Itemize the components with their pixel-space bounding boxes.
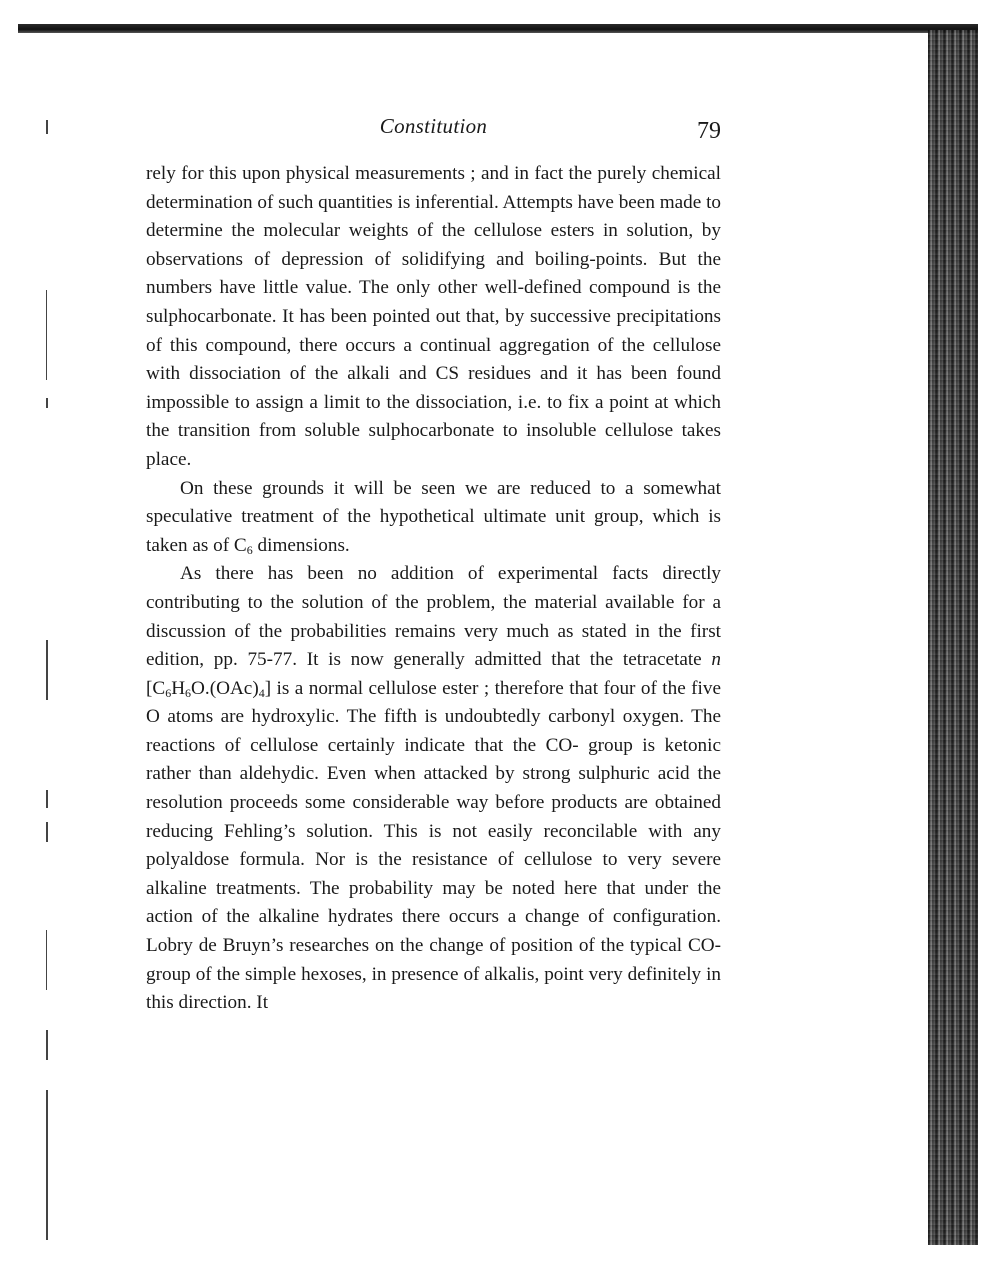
- margin-scan-mark: [46, 1090, 48, 1240]
- formula-part: H: [171, 677, 186, 699]
- margin-scan-mark: [46, 640, 48, 700]
- margin-scan-mark: [46, 120, 48, 134]
- paragraph: [146, 560, 721, 1018]
- paragraph-text: rely for this upon physical measurements ; and in fact the purely chemical determination of such quantities is inferential. Attempts have been made to determine the molecular weights of the cellulose esters in solution, by observations of depression of solidifying and boiling-points. But the numbers have little value. The only other well-defined compound is the sulphocarbonate. It has been pointed out that, by successive precipitations of this compound, there occurs a continual aggregation of the cellulose with dissociation of the alkali and CS residues and it has been found impossible to assign a limit to the dissociation, i.e. to fix a point at which the transition from soluble sulphocarbonate to insoluble cellulose takes place.: [146, 163, 721, 470]
- paragraph-text: On these grounds it will be seen we are reduced to a somewhat speculative treatment of the hypothetical ultimate unit group, which is taken as of C: [146, 477, 721, 556]
- paragraph-text: dimensions.: [252, 534, 350, 556]
- margin-scan-mark: [46, 1030, 48, 1060]
- paragraph-text: is a normal cellulose ester ; therefore that four of the five O atoms are hydroxylic. The fifth is undoubtedly carbonyl oxygen. The reactions of cellulose certainly indicate that the CO- group is ketonic rather than aldehydic. Even when attacked by strong sulphuric acid the resolution proceeds some considerable way before products are obtained reducing Fehling’s solution. This is not easily reconcilable with any polyaldose formula. Nor is the resistance of cellulose to very severe alkaline treatments. The probability may be noted here that under the action of the alkaline hydrates there occurs a change of configuration. Lobry de Bruyn’s researches on the change of position of the typical CO- group of the simple hexoses, in presence of alkalis, point very definitely in this direction. It: [146, 677, 721, 1014]
- formula-part: [C: [146, 677, 166, 699]
- margin-scan-mark: [46, 822, 48, 842]
- book-binding-edge: [928, 30, 978, 1245]
- margin-scan-mark: [46, 398, 48, 408]
- subscript: 6: [165, 685, 172, 700]
- subscript: 4: [258, 685, 265, 700]
- margin-scan-mark: [46, 930, 47, 990]
- scan-top-edge: [18, 24, 978, 33]
- page-number: 79: [697, 118, 721, 144]
- subscript: 6: [185, 685, 192, 700]
- running-title: Constitution: [379, 114, 488, 138]
- formula-part: ]: [264, 677, 272, 699]
- formula-part: O.(OAc): [191, 677, 259, 699]
- body-text: [146, 160, 721, 1018]
- margin-scan-mark: [46, 290, 47, 380]
- subscript: 6: [246, 542, 253, 557]
- paragraph: [146, 160, 721, 475]
- margin-scan-mark: [46, 790, 48, 808]
- italic-n: n: [711, 649, 721, 671]
- paragraph: [146, 475, 721, 561]
- page-header: [146, 112, 721, 148]
- paragraph-text: As there has been no addition of experimental facts directly contributing to the solution of the problem, the material available for a discussion of the probabilities remains very much as stated in the first edition, pp. 75-77. It is now generally admitted that the tetracetate: [146, 563, 721, 671]
- chemical-formula: [146, 678, 271, 699]
